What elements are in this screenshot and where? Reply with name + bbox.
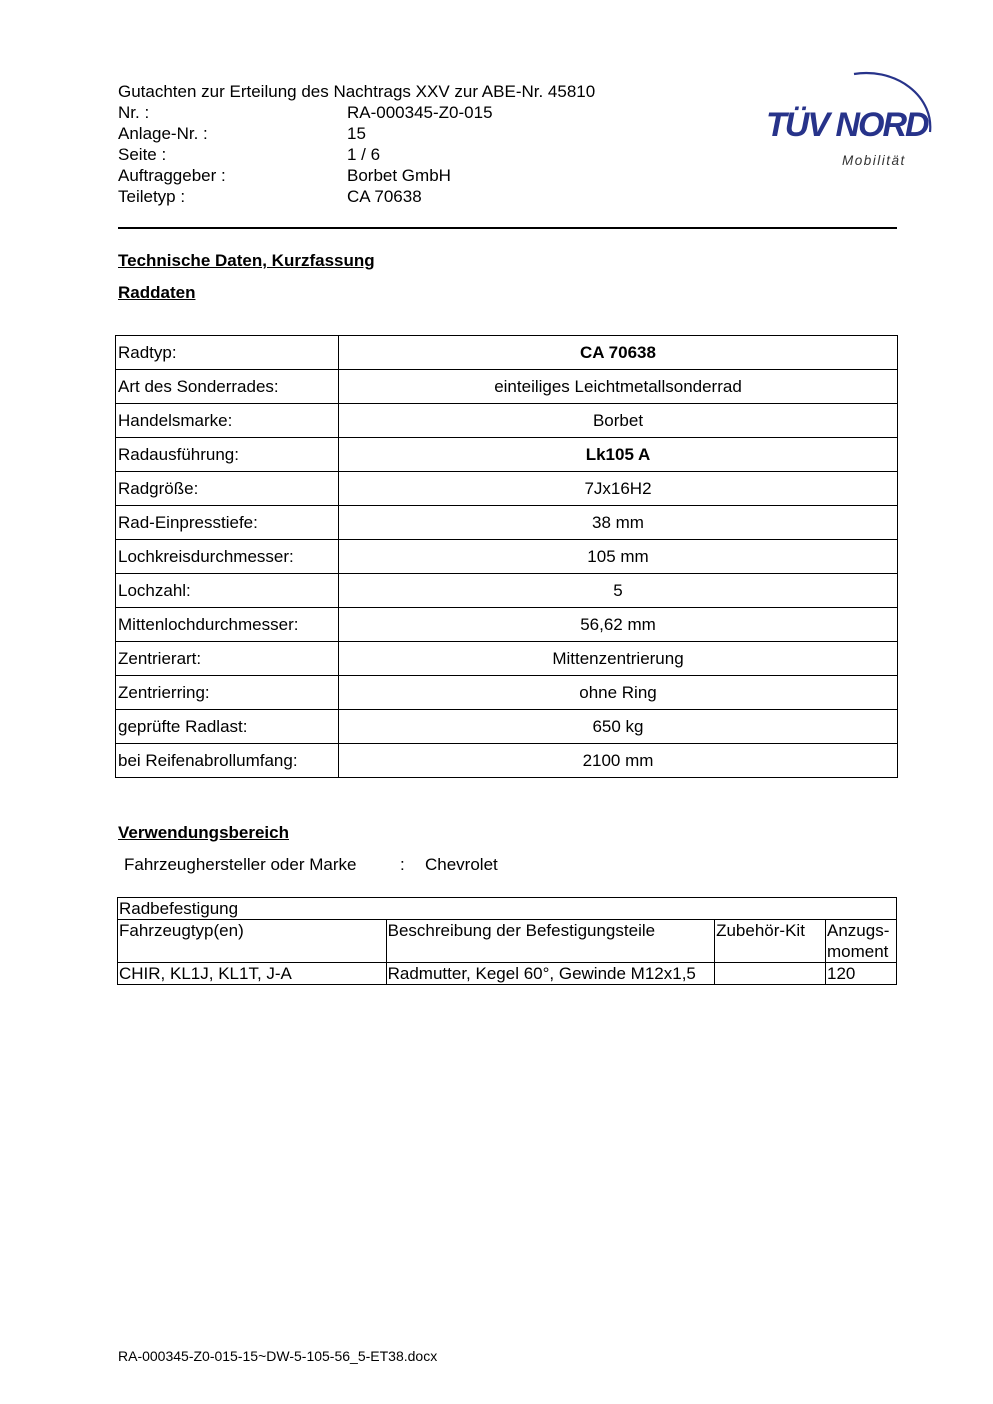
header-label: Anlage-Nr. : [118, 124, 208, 143]
column-header-text: Anzugs-moment [827, 921, 890, 961]
header-value: Borbet GmbH [347, 166, 451, 185]
tuv-nord-logo [762, 56, 942, 174]
row-label: Rad-Einpresstiefe: [116, 506, 339, 540]
header-value: RA-000345-Z0-015 [347, 103, 493, 122]
table-row [116, 744, 898, 778]
table-row [116, 438, 898, 472]
row-label: geprüfte Radlast: [116, 710, 339, 744]
column-header [826, 920, 897, 963]
row-label: Radausführung: [116, 438, 339, 472]
document-title: Gutachten zur Erteilung des Nachtrags XXV zur ABE-Nr. 45810 [118, 82, 596, 101]
table-row [116, 336, 898, 370]
wheel-data-table [115, 335, 898, 778]
row-value: Borbet [339, 404, 898, 438]
header-row-number [118, 102, 595, 123]
table-row [116, 676, 898, 710]
header-value: CA 70638 [347, 187, 422, 206]
table-row [116, 710, 898, 744]
table-row [116, 642, 898, 676]
logo-tagline: Mobilität [842, 153, 906, 168]
table-cell [715, 963, 826, 985]
table-row [116, 506, 898, 540]
row-label: Zentrierart: [116, 642, 339, 676]
manufacturer-label: Fahrzeughersteller oder Marke [124, 855, 357, 874]
section-wheel-data: Raddaten [118, 283, 196, 302]
footer-filename: RA-000345-Z0-015-15~DW-5-105-56_5-ET38.docx [118, 1348, 438, 1364]
row-value: 38 mm [339, 506, 898, 540]
row-value: 56,62 mm [339, 608, 898, 642]
row-value: 7Jx16H2 [339, 472, 898, 506]
row-value: Lk105 A [339, 438, 898, 472]
row-label: Zentrierring: [116, 676, 339, 710]
header-value: 1 / 6 [347, 145, 381, 164]
section-technical-data: Technische Daten, Kurzfassung [118, 251, 375, 270]
row-label: Radgröße: [116, 472, 339, 506]
row-label: Handelsmarke: [116, 404, 339, 438]
table-row [116, 574, 898, 608]
header-value: 15 [347, 124, 366, 143]
row-value: 2100 mm [339, 744, 898, 778]
row-label: Lochzahl: [116, 574, 339, 608]
row-value: 5 [339, 574, 898, 608]
header-label: Nr. : [118, 103, 150, 122]
table-title-row [118, 898, 897, 920]
row-value: 105 mm [339, 540, 898, 574]
document-header [118, 81, 595, 207]
table-row [116, 370, 898, 404]
logo-brand: TÜV NORD [766, 106, 928, 144]
header-row-part-type [118, 186, 595, 207]
header-label: Seite : [118, 145, 167, 164]
table-row [116, 540, 898, 574]
table-header-row [118, 920, 897, 963]
manufacturer-colon: : [400, 855, 405, 874]
table-cell: 120 [826, 963, 897, 985]
header-row-annex [118, 123, 595, 144]
row-value: CA 70638 [339, 336, 898, 370]
manufacturer-value: Chevrolet [425, 855, 498, 874]
row-label: Mittenlochdurchmesser: [116, 608, 339, 642]
header-divider [118, 227, 897, 229]
section-usage: Verwendungsbereich [118, 823, 289, 842]
table-row [118, 963, 897, 985]
table-row [116, 404, 898, 438]
table-row [116, 472, 898, 506]
fastening-title: Radbefestigung [118, 898, 897, 920]
row-label: Radtyp: [116, 336, 339, 370]
manufacturer-line [124, 855, 498, 875]
row-value: einteiliges Leichtmetallsonderrad [339, 370, 898, 404]
table-row [116, 608, 898, 642]
row-value: ohne Ring [339, 676, 898, 710]
fastening-table [117, 897, 897, 985]
row-value: 650 kg [339, 710, 898, 744]
header-label: Teiletyp : [118, 187, 186, 206]
table-cell: Radmutter, Kegel 60°, Gewinde M12x1,5 [386, 963, 714, 985]
header-label: Auftraggeber : [118, 166, 226, 185]
row-label: bei Reifenabrollumfang: [116, 744, 339, 778]
row-label: Art des Sonderrades: [116, 370, 339, 404]
column-header: Fahrzeugtyp(en) [118, 920, 387, 963]
header-row-page [118, 144, 595, 165]
column-header: Beschreibung der Befestigungsteile [386, 920, 714, 963]
table-cell: CHIR, KL1J, KL1T, J-A [118, 963, 387, 985]
row-value: Mittenzentrierung [339, 642, 898, 676]
row-label: Lochkreisdurchmesser: [116, 540, 339, 574]
header-row-client [118, 165, 595, 186]
column-header: Zubehör-Kit [715, 920, 826, 963]
